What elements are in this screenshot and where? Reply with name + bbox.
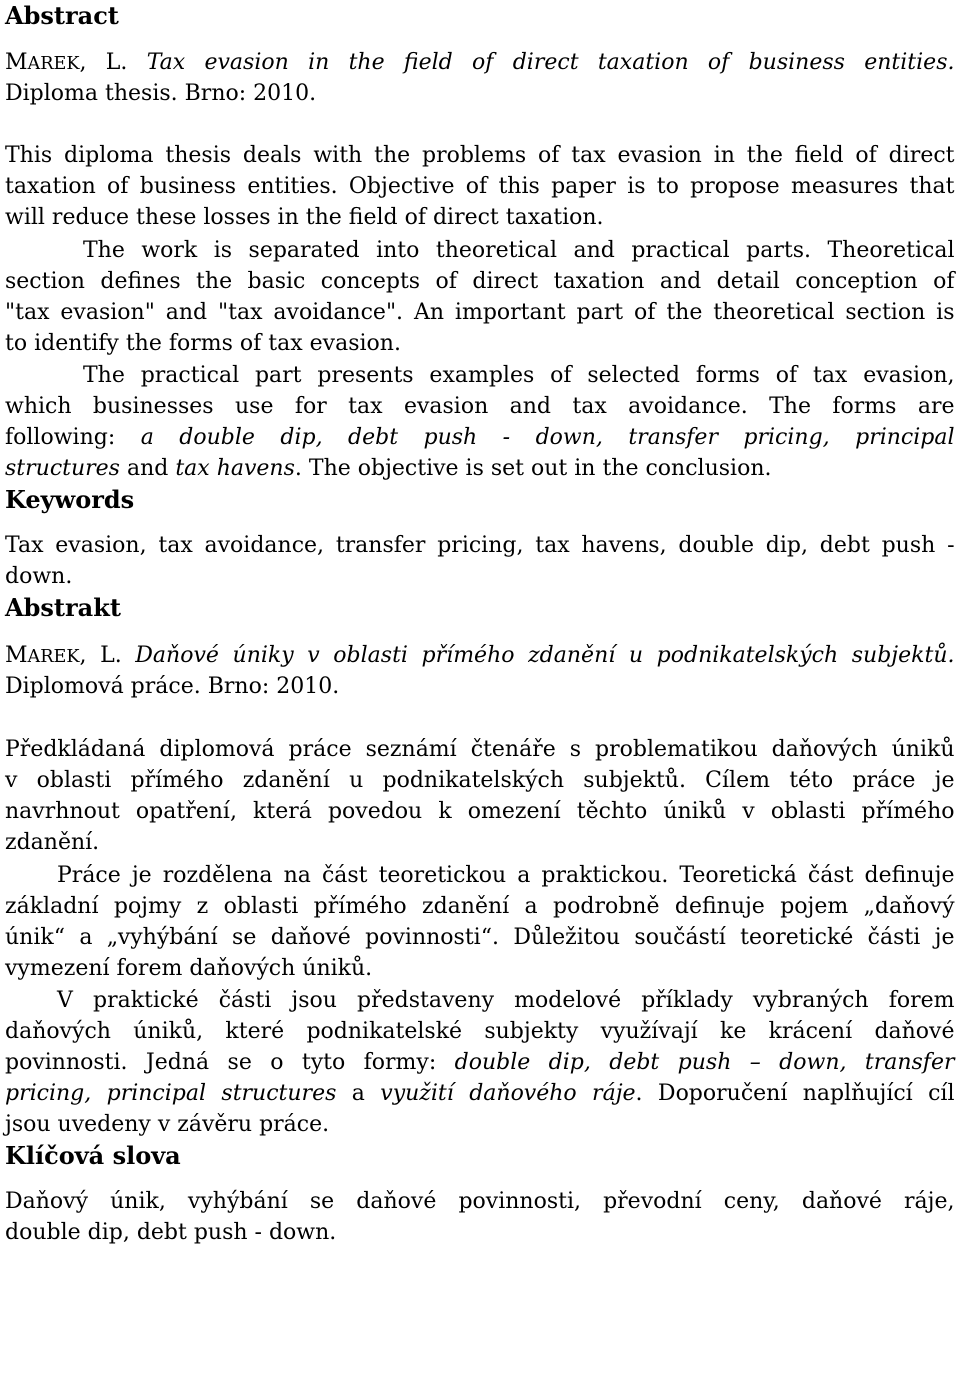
line-text (5, 533, 955, 558)
text-line (0, 453, 960, 484)
line-text (57, 988, 955, 1013)
line-text (5, 269, 955, 294)
italic-text: double dip, debt push – down, transfer (454, 1050, 955, 1075)
text-run: Práce je rozdělena na část teoretickou a praktickou. Teoretická část definuje (57, 863, 955, 888)
line-text (5, 1081, 955, 1106)
text-run: V praktické části jsou představeny modelové příklady vybraných forem (57, 988, 955, 1013)
line-text (5, 331, 401, 356)
italic-text: a double dip, debt push - down, transfer pricing, principal (140, 425, 955, 450)
text-run: Předkládaná diplomová práce seznámí čtenáře s problematikou daňových úniků (5, 737, 955, 762)
italic-text: pricing, principal structures (5, 1081, 337, 1106)
line-text (5, 143, 955, 168)
text-run: základní pojmy z oblasti přímého zdanění a podrobně definuje pojem „daňový (5, 894, 955, 919)
text-line (0, 1186, 960, 1217)
text-run: taxation of business entities. Objective of this paper is to propose measures that (5, 174, 955, 199)
text-line (0, 1217, 960, 1248)
text-line (0, 422, 960, 453)
text-line (0, 953, 960, 984)
text-run: Diploma thesis. Brno: 2010. (5, 81, 317, 106)
line-text (5, 737, 955, 762)
text-run: Diplomová práce. Brno: 2010. (5, 674, 340, 699)
abstract-cz-section (0, 592, 960, 1140)
text-run: , L. (79, 50, 147, 75)
text-run: The practical part presents examples of selected forms of tax evasion, (83, 363, 955, 388)
text-run: to identify the forms of tax evasion. (5, 331, 401, 356)
text-run: Daňový únik, vyhýbání se daňové povinnosti, převodní ceny, daňové ráje, (5, 1189, 955, 1214)
abstrakt-heading: Abstrakt (5, 593, 121, 622)
abstrakt-paragraph (0, 734, 960, 858)
keywords-text (0, 530, 960, 592)
line-text (5, 674, 339, 699)
italic-text: využití daňového ráje (380, 1081, 636, 1106)
text-line (0, 328, 960, 359)
text-line (0, 671, 960, 702)
klicova-slova-heading: Klíčová slova (5, 1141, 181, 1170)
text-run: M (5, 50, 28, 75)
line-text (83, 238, 955, 263)
abstract-en-section (0, 0, 960, 484)
line-text (5, 425, 955, 450)
line-text (57, 863, 955, 888)
keywords-en-section (0, 484, 960, 592)
line-text (5, 799, 955, 824)
line-text (5, 564, 72, 589)
text-line (0, 235, 960, 266)
text-run: and (119, 456, 176, 481)
text-run: povinnosti. Jedná se o tyto formy: (5, 1050, 455, 1075)
line-text (5, 456, 771, 481)
text-line (0, 530, 960, 561)
text-line (0, 391, 960, 422)
text-line (0, 796, 960, 827)
klicova-slova-text (0, 1186, 960, 1248)
text-run: double dip, debt push - down. (5, 1220, 337, 1245)
text-line (0, 860, 960, 891)
text-line (0, 734, 960, 765)
line-text (5, 830, 99, 855)
text-line (0, 1109, 960, 1140)
text-line (0, 78, 960, 109)
keywords-heading: Keywords (5, 485, 135, 514)
text-line (0, 561, 960, 592)
line-text (5, 768, 955, 793)
line-text (5, 1220, 336, 1245)
line-text (5, 300, 955, 325)
text-run: down. (5, 564, 73, 589)
line-text (5, 394, 955, 419)
citation (0, 47, 960, 109)
text-line (0, 985, 960, 1016)
small-caps-text: AREK (27, 647, 80, 667)
line-text (5, 50, 955, 75)
line-text (5, 205, 604, 230)
line-text (5, 1050, 955, 1075)
line-text (5, 1112, 329, 1137)
italic-text: tax havens (175, 456, 295, 481)
abstract-paragraph (0, 140, 960, 233)
italic-text: structures (5, 456, 120, 481)
abstract-paragraph (0, 360, 960, 484)
text-line (0, 1047, 960, 1078)
text-run: M (5, 643, 28, 668)
line-text (5, 1189, 955, 1214)
text-run: zdanění. (5, 830, 100, 855)
text-run: The work is separated into theoretical and practical parts. Theoretical (83, 238, 955, 263)
text-line (0, 922, 960, 953)
text-line (0, 297, 960, 328)
text-line (0, 1078, 960, 1109)
line-text (5, 925, 955, 950)
text-run: will reduce these losses in the field of direct taxation. (5, 205, 604, 230)
text-run: . Doporučení naplňující cíl (635, 1081, 955, 1106)
line-text (5, 1019, 955, 1044)
text-line (0, 140, 960, 171)
italic-text: Daňové úniky v oblasti přímého zdanění u podnikatelských subjektů. (135, 643, 955, 668)
text-line (0, 891, 960, 922)
text-run: navrhnout opatření, která povedou k omezení těchto úniků v oblasti přímého (5, 799, 955, 824)
text-run: daňových úniků, které podnikatelské subjekty využívají ke krácení daňové (5, 1019, 955, 1044)
text-run: vymezení forem daňových úniků. (5, 956, 373, 981)
text-run: únik“ a „vyhýbání se daňové povinnosti“. Důležitou součástí teoretické části je (5, 925, 955, 950)
citation (0, 640, 960, 702)
text-run: section defines the basic concepts of direct taxation and detail conception of (5, 269, 955, 294)
text-run: This diploma thesis deals with the problems of tax evasion in the field of direct (5, 143, 955, 168)
keywords-cz-section (0, 1140, 960, 1248)
text-line (0, 827, 960, 858)
text-line (0, 1016, 960, 1047)
abstract-heading: Abstract (5, 1, 119, 30)
line-text (5, 643, 954, 668)
line-text (5, 956, 372, 981)
text-run: Tax evasion, tax avoidance, transfer pricing, tax havens, double dip, debt push - (5, 533, 955, 558)
line-text (5, 894, 955, 919)
italic-text: Tax evasion in the field of direct taxation of business entities. (146, 50, 955, 75)
line-text (83, 363, 955, 388)
text-line (0, 640, 960, 671)
text-run: . The objective is set out in the conclusion. (294, 456, 772, 481)
abstrakt-paragraph (0, 860, 960, 984)
text-run: , L. (79, 643, 136, 668)
text-run: jsou uvedeny v závěru práce. (5, 1112, 330, 1137)
small-caps-text: AREK (27, 54, 80, 74)
text-run: following: (5, 425, 141, 450)
text-run: which businesses use for tax evasion and tax avoidance. The forms are (5, 394, 955, 419)
text-line (0, 202, 960, 233)
abstract-paragraph (0, 235, 960, 359)
line-text (5, 174, 955, 199)
text-line (0, 360, 960, 391)
line-text (5, 81, 316, 106)
text-line (0, 171, 960, 202)
text-run: a (336, 1081, 381, 1106)
abstrakt-paragraph (0, 985, 960, 1140)
text-run: v oblasti přímého zdanění u podnikatelských subjektů. Cílem této práce je (5, 768, 955, 793)
text-line (0, 765, 960, 796)
text-line (0, 47, 960, 78)
text-line (0, 266, 960, 297)
text-run: "tax evasion" and "tax avoidance". An important part of the theoretical section is (5, 300, 955, 325)
